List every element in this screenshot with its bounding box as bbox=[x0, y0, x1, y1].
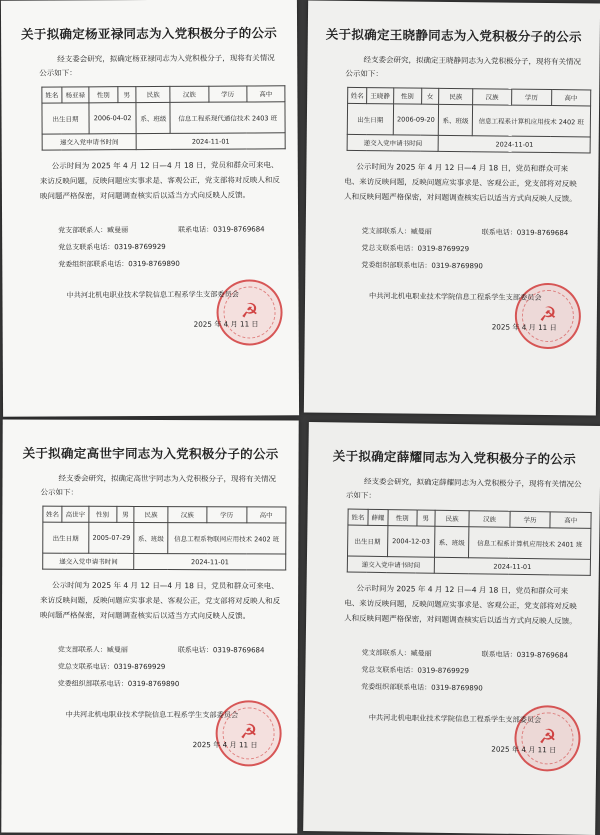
value-dept: 信息工程系计算机应用技术 2401 班 bbox=[469, 527, 591, 560]
value-gender: 男 bbox=[416, 510, 435, 526]
label-education: 学历 bbox=[208, 86, 246, 102]
value-submit: 2024-11-01 bbox=[136, 133, 285, 150]
label-birth: 出生日期 bbox=[43, 522, 89, 553]
notice-body bbox=[344, 159, 582, 206]
table-row bbox=[347, 103, 590, 137]
label-birth: 出生日期 bbox=[348, 525, 388, 557]
notice-intro: 经支委会研究，拟确定薛耀同志为入党积极分子，现将有关情况公示如下： bbox=[345, 476, 582, 500]
value-education: 高中 bbox=[247, 86, 285, 102]
value-birth: 2005-07-29 bbox=[88, 522, 134, 553]
contacts bbox=[58, 221, 288, 273]
contact-person: 党支部联系人：臧曼丽 bbox=[361, 227, 432, 236]
general-branch-phone: 党总支联系电话：0319-8769929 bbox=[58, 242, 166, 252]
label-name: 姓名 bbox=[348, 509, 368, 525]
value-dept: 信息工程系现代通信技术 2403 班 bbox=[170, 102, 285, 134]
value-ethnicity: 汉族 bbox=[170, 86, 208, 102]
issuing-org: 中共河北机电职业技术学院信息工程系学生支部委员会 bbox=[368, 712, 542, 725]
body-text: 公示时间为 2025 年 4 月 12 日—4 月 18 日，党员和群众可来电、来访反映问题，反映问题应实事求是、客观公正，党支部将对反映人和反映问题严格保密，对问题调查核实后以适当方式向反映人反馈。 bbox=[344, 161, 577, 204]
info-table bbox=[347, 87, 592, 154]
table-row bbox=[347, 556, 590, 575]
notice-sheet-2 bbox=[304, 0, 600, 415]
body-text: 公示时间为 2025 年 4 月 12 日—4 月 18 日，党员和群众可来电、来访反映问题，反映问题应实事求是、客观公正，党支部将对反映人和反映问题严格保密，对问题调查核实后以适当方式向反映人反馈。 bbox=[40, 580, 281, 621]
table-row bbox=[42, 102, 285, 134]
issuing-org: 中共河北机电职业技术学院信息工程系学生支部委员会 bbox=[65, 709, 239, 720]
contact-person: 党支部联系人：臧曼丽 bbox=[57, 645, 128, 654]
value-birth: 2006-04-02 bbox=[89, 103, 136, 134]
notice-body bbox=[40, 157, 282, 203]
notice-intro: 经支委会研究，拟确定王晓静同志为入党积极分子，现将有关情况公示如下： bbox=[345, 55, 582, 79]
issue-date: 2025 年 4 月 11 日 bbox=[192, 740, 258, 750]
contacts bbox=[58, 642, 288, 694]
label-birth: 出生日期 bbox=[42, 103, 89, 134]
org-dept-phone: 党委组织部联系电话：0319-8769890 bbox=[58, 259, 180, 269]
label-submit: 递交入党申请书时间 bbox=[347, 134, 439, 151]
notice-intro: 经支委会研究，拟确定高世宇同志为入党积极分子，现将有关情况公示如下： bbox=[40, 473, 277, 497]
org-dept-phone: 党委组织部联系电话：0319-8769890 bbox=[361, 682, 483, 693]
general-branch-phone: 党总支联系电话：0319-8769929 bbox=[57, 662, 166, 672]
table-row bbox=[43, 522, 286, 554]
value-submit: 2024-11-01 bbox=[434, 557, 590, 575]
contact-person: 党支部联系人：臧曼丽 bbox=[361, 648, 432, 658]
label-gender: 性别 bbox=[393, 88, 421, 104]
value-ethnicity: 汉族 bbox=[469, 511, 510, 528]
table-row bbox=[42, 133, 285, 150]
contact-row bbox=[361, 679, 587, 699]
value-gender: 女 bbox=[421, 88, 439, 104]
org-dept-phone: 党委组织部联系电话：0319-8769890 bbox=[361, 261, 483, 271]
value-submit: 2024-11-01 bbox=[134, 553, 286, 570]
label-name: 姓名 bbox=[42, 87, 62, 103]
label-ethnicity: 民族 bbox=[136, 86, 170, 102]
contact-row bbox=[58, 238, 288, 256]
label-dept: 系、班级 bbox=[439, 104, 473, 135]
label-gender: 性别 bbox=[388, 510, 417, 526]
contact-row bbox=[58, 255, 288, 273]
table-row bbox=[43, 553, 286, 570]
contact-row bbox=[58, 659, 288, 677]
notice-sheet-4 bbox=[303, 422, 600, 835]
table-row bbox=[348, 525, 591, 559]
label-name: 姓名 bbox=[43, 506, 62, 522]
label-submit: 递交入党申请书时间 bbox=[347, 556, 434, 573]
issue-date: 2025 年 4 月 11 日 bbox=[491, 322, 557, 333]
value-education: 高中 bbox=[550, 512, 591, 529]
value-name: 王晓静 bbox=[367, 88, 393, 104]
label-birth: 出生日期 bbox=[347, 103, 393, 134]
info-table bbox=[42, 506, 286, 571]
info-table bbox=[41, 85, 285, 150]
contact-row bbox=[58, 676, 288, 694]
body-text: 公示时间为 2025 年 4 月 12 日—4 月 18 日，党员和群众可来电、来访反映问题，反映问题应实事求是、客观公正，党支部将对反映人和反映问题严格保密，对问题调查核实后以适当方式向反映人反馈。 bbox=[344, 583, 577, 626]
contact-person: 党支部联系人：臧曼丽 bbox=[58, 226, 129, 235]
label-education: 学历 bbox=[512, 89, 552, 105]
value-education: 高中 bbox=[246, 507, 286, 523]
party-emblem-icon: ☭ bbox=[538, 301, 557, 327]
contact-row bbox=[58, 642, 288, 660]
label-name: 姓名 bbox=[348, 87, 367, 103]
value-ethnicity: 汉族 bbox=[472, 89, 512, 105]
table-row bbox=[42, 86, 285, 103]
label-ethnicity: 民族 bbox=[435, 510, 469, 526]
value-gender: 男 bbox=[118, 87, 137, 103]
label-dept: 系、班级 bbox=[134, 522, 167, 553]
info-table bbox=[347, 509, 592, 576]
value-dept: 信息工程系计算机应用技术 2402 班 bbox=[472, 105, 591, 137]
table-row bbox=[347, 134, 590, 153]
issuing-org: 中共河北机电职业技术学院信息工程系学生支部委员会 bbox=[369, 291, 542, 302]
notice-sheet-3 bbox=[1, 419, 298, 833]
label-ethnicity: 民族 bbox=[439, 88, 472, 104]
label-education: 学历 bbox=[207, 507, 246, 523]
contact-phone: 联系电话：0319-8769684 bbox=[178, 225, 265, 234]
contact-phone: 联系电话：0319-8769684 bbox=[481, 650, 569, 660]
label-gender: 性别 bbox=[89, 87, 118, 103]
party-emblem-icon: ☭ bbox=[240, 298, 259, 323]
general-branch-phone: 党总支联系电话：0319-8769929 bbox=[361, 244, 470, 254]
value-dept: 信息工程系物联网应用技术 2402 班 bbox=[167, 523, 285, 554]
notice-intro: 经支委会研究，拟确定杨亚禄同志为入党积极分子，现将有关情况公示如下： bbox=[39, 53, 275, 78]
contact-phone: 联系电话：0319-8769684 bbox=[177, 646, 265, 655]
notice-title: 关于拟确定薛耀同志为入党积极分子的公示 bbox=[332, 448, 577, 467]
notice-sheet-1 bbox=[1, 0, 299, 417]
value-name: 薛耀 bbox=[368, 509, 388, 525]
value-gender: 男 bbox=[116, 506, 134, 522]
notice-title: 关于拟确定杨亚禄同志为入党积极分子的公示 bbox=[21, 25, 278, 42]
value-ethnicity: 汉族 bbox=[168, 507, 207, 523]
table-row bbox=[43, 506, 286, 523]
notice-body bbox=[40, 578, 282, 624]
value-submit: 2024-11-01 bbox=[439, 135, 591, 153]
notice-title: 关于拟确定王晓静同志为入党积极分子的公示 bbox=[325, 26, 582, 45]
org-dept-phone: 党委组织部联系电话：0319-8769890 bbox=[57, 679, 180, 689]
label-submit: 递交入党申请书时间 bbox=[42, 134, 136, 150]
label-dept: 系、班级 bbox=[136, 102, 170, 133]
contacts bbox=[361, 223, 588, 276]
party-emblem-icon: ☭ bbox=[239, 719, 258, 744]
body-text: 公示时间为 2025 年 4 月 12 日—4 月 18 日，党员和群众可来电、来访反映问题，反映问题应实事求是、客观公正，党支部将对反映人和反映问题严格保密，对问题调查核实后以适当方式向反映人反馈。 bbox=[39, 160, 280, 201]
contact-row bbox=[361, 257, 587, 276]
value-education: 高中 bbox=[551, 90, 591, 106]
notice-title: 关于拟确定高世宇同志为入党积极分子的公示 bbox=[22, 445, 279, 462]
value-birth: 2004-12-03 bbox=[387, 526, 435, 558]
label-submit: 递交入党申请书时间 bbox=[43, 553, 135, 569]
label-dept: 系、班级 bbox=[434, 526, 469, 557]
issue-date: 2025 年 4 月 11 日 bbox=[193, 319, 259, 329]
value-birth: 2006-09-20 bbox=[393, 104, 439, 135]
notice-body bbox=[344, 580, 583, 628]
issuing-org: 中共河北机电职业技术学院信息工程系学生支部委员会 bbox=[66, 289, 239, 300]
contact-phone: 联系电话：0319-8769684 bbox=[481, 228, 569, 238]
general-branch-phone: 党总支联系电话：0319-8769929 bbox=[361, 665, 469, 676]
value-name: 杨亚禄 bbox=[62, 87, 89, 103]
label-education: 学历 bbox=[510, 511, 551, 528]
contacts bbox=[361, 645, 588, 699]
contact-row bbox=[58, 221, 288, 239]
issue-date: 2025 年 4 月 11 日 bbox=[491, 744, 557, 755]
party-emblem-icon: ☭ bbox=[538, 724, 557, 749]
value-name: 高世宇 bbox=[62, 506, 88, 522]
label-gender: 性别 bbox=[88, 506, 116, 522]
label-ethnicity: 民族 bbox=[134, 506, 167, 522]
